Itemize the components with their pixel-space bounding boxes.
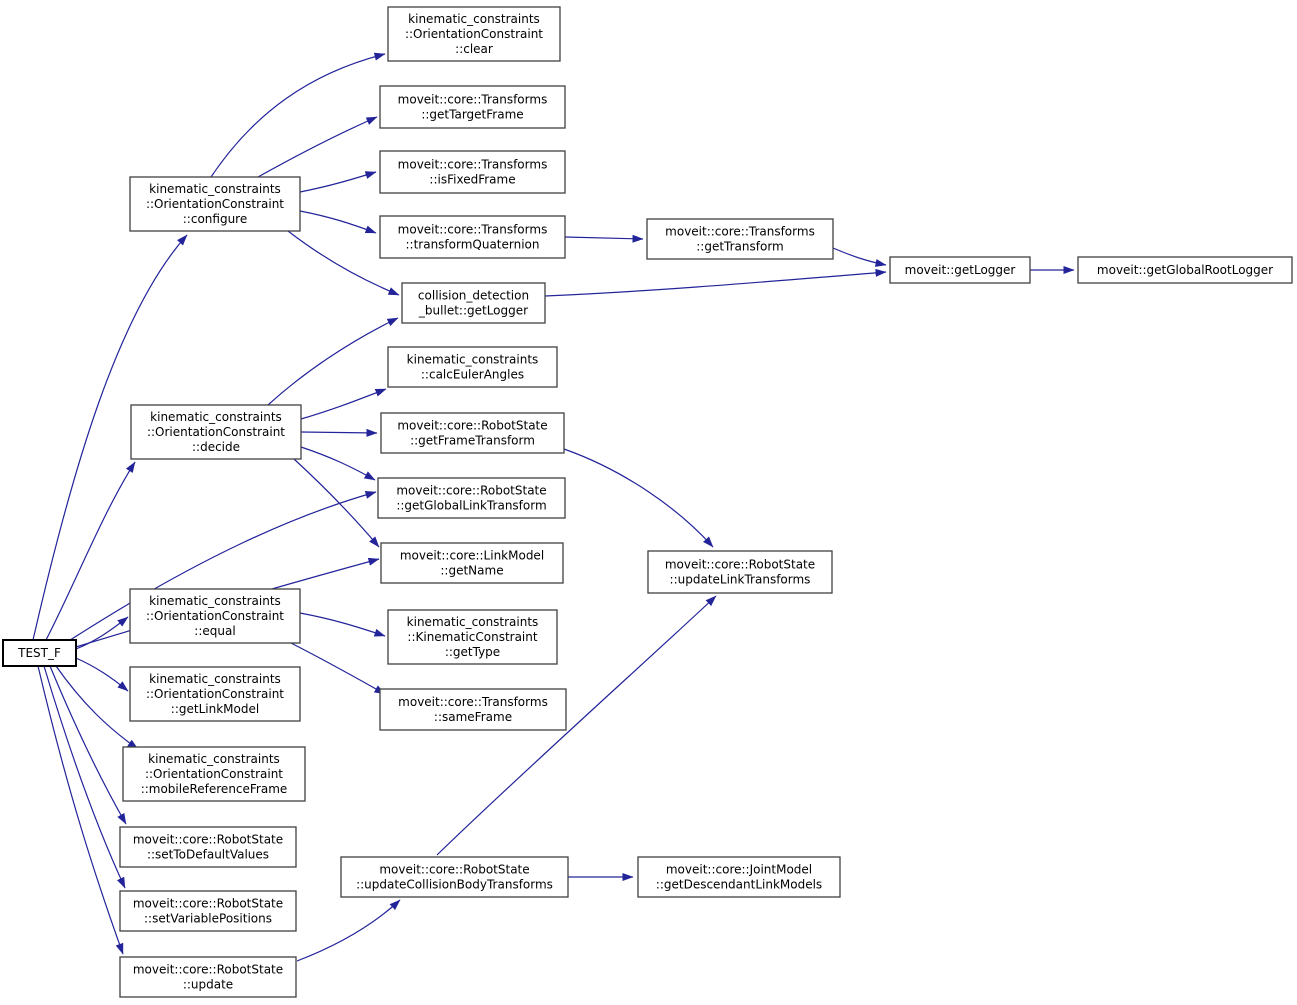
edge-transforms-gettransform-to-moveit-getlogger (833, 248, 886, 265)
node-moveit-getglobalrootlogger[interactable] (1078, 257, 1292, 283)
node-label-orientationconstraint-equal: kinematic_constraints ::OrientationConstraint ::equal (145, 594, 285, 638)
node-robotstate-update[interactable] (120, 957, 296, 997)
node-test-f (3, 640, 76, 666)
edge-orientationconstraint-decide-to-robotstate-getgloballinktransform (301, 447, 375, 480)
node-transforms-gettargetframe[interactable] (380, 86, 565, 128)
node-label-robotstate-setvariablepositions: moveit::core::RobotState ::setVariablePositions (132, 896, 284, 926)
node-label-jointmodel-getdescendantlinkmodels: moveit::core::JointModel ::getDescendantLinkModels (655, 862, 823, 892)
node-label-robotstate-updatecollisionbodytransforms: moveit::core::RobotState ::updateCollisionBodyTransforms (356, 862, 553, 892)
node-label-robotstate-updatelinktransforms: moveit::core::RobotState ::updateLinkTransforms (664, 557, 816, 587)
edge-test-f-to-robotstate-setvariablepositions (44, 666, 125, 888)
node-transforms-sameframe[interactable] (380, 689, 566, 730)
node-kinematicconstraint-gettype[interactable] (388, 610, 557, 664)
node-label-transforms-gettransform: moveit::core::Transforms ::getTransform (665, 224, 815, 254)
edge-test-f-to-orientationconstraint-decide (46, 462, 135, 640)
node-label-transforms-transformquaternion: moveit::core::Transforms ::transformQuaternion (397, 222, 548, 252)
node-jointmodel-getdescendantlinkmodels[interactable] (638, 857, 840, 897)
node-label-robotstate-getframetransform: moveit::core::RobotState ::getFrameTransform (397, 418, 548, 448)
node-robotstate-updatecollisionbodytransforms[interactable] (341, 857, 568, 897)
edge-orientationconstraint-decide-to-linkmodel-getname (294, 459, 379, 547)
edge-test-f-to-orientationconstraint-getlinkmodel (76, 658, 128, 691)
edge-collision-detection-bullet-getlogger-to-moveit-getlogger (545, 272, 886, 296)
node-label-calceulerangles: kinematic_constraints ::calcEulerAngles (406, 352, 539, 382)
node-label-orientationconstraint-mobilereferenceframe: kinematic_constraints ::OrientationConstraint ::mobileReferenceFrame (140, 752, 288, 796)
edge-orientationconstraint-configure-to-transforms-isfixedframe (300, 172, 376, 192)
edge-orientationconstraint-decide-to-robotstate-getframetransform (301, 432, 377, 433)
edge-orientationconstraint-configure-to-transforms-gettargetframe (258, 117, 377, 177)
node-label-transforms-isfixedframe: moveit::core::Transforms ::isFixedFrame (397, 157, 548, 187)
edge-robotstate-getframetransform-to-robotstate-updatelinktransforms (564, 449, 713, 547)
node-orientationconstraint-configure[interactable] (130, 177, 300, 231)
node-label-robotstate-settodefaultvalues: moveit::core::RobotState ::setToDefaultValues (132, 832, 284, 862)
node-label-orientationconstraint-decide: kinematic_constraints ::OrientationConstraint ::decide (146, 410, 286, 454)
edge-test-f-to-robotstate-settodefaultvalues (50, 666, 126, 824)
node-label-transforms-gettargetframe: moveit::core::Transforms ::getTargetFrame (397, 92, 548, 122)
node-label-robotstate-update: moveit::core::RobotState ::update (132, 962, 284, 992)
node-transforms-transformquaternion[interactable] (380, 216, 565, 258)
nodes-layer (3, 7, 1292, 997)
edge-orientationconstraint-configure-to-orientationconstraint-clear (211, 54, 385, 177)
node-transforms-gettransform[interactable] (647, 219, 833, 259)
node-label-moveit-getlogger: moveit::getLogger (904, 263, 1016, 277)
node-label-linkmodel-getname: moveit::core::LinkModel ::getName (399, 548, 545, 578)
edge-transforms-transformquaternion-to-transforms-gettransform (565, 237, 643, 239)
node-orientationconstraint-getlinkmodel[interactable] (130, 667, 300, 721)
node-linkmodel-getname[interactable] (381, 543, 563, 583)
node-label-orientationconstraint-configure: kinematic_constraints ::OrientationConstraint ::configure (145, 182, 285, 226)
edge-test-f-to-robotstate-update (38, 666, 123, 954)
node-orientationconstraint-decide[interactable] (131, 405, 301, 459)
node-moveit-getlogger[interactable] (890, 257, 1030, 283)
edge-orientationconstraint-equal-to-kinematicconstraint-gettype (300, 613, 385, 636)
node-label-transforms-sameframe: moveit::core::Transforms ::sameFrame (398, 695, 548, 724)
node-robotstate-getgloballinktransform[interactable] (378, 478, 565, 518)
node-calceulerangles[interactable] (388, 347, 557, 387)
node-robotstate-updatelinktransforms[interactable] (648, 551, 832, 593)
node-label-orientationconstraint-clear: kinematic_constraints ::OrientationConstraint ::clear (404, 12, 544, 56)
node-orientationconstraint-equal[interactable] (130, 589, 300, 643)
node-label-kinematicconstraint-gettype: kinematic_constraints ::KinematicConstraint ::getType (406, 615, 539, 659)
node-transforms-isfixedframe[interactable] (380, 151, 565, 193)
edge-orientationconstraint-decide-to-calceulerangles (301, 389, 386, 419)
node-robotstate-setvariablepositions[interactable] (120, 891, 296, 931)
node-robotstate-settodefaultvalues[interactable] (120, 827, 296, 867)
node-label-collision-detection-bullet-getlogger: collision_detection _bullet::getLogger (417, 288, 530, 318)
edge-orientationconstraint-configure-to-transforms-transformquaternion (300, 211, 376, 233)
node-orientationconstraint-clear[interactable] (388, 7, 560, 61)
node-orientationconstraint-mobilereferenceframe[interactable] (123, 747, 305, 801)
node-robotstate-getframetransform[interactable] (381, 413, 564, 453)
node-label-test-f: TEST_F (18, 646, 61, 660)
node-label-moveit-getglobalrootlogger: moveit::getGlobalRootLogger (1096, 263, 1274, 277)
edge-orientationconstraint-equal-to-transforms-sameframe (291, 643, 385, 694)
edge-robotstate-update-to-robotstate-updatecollisionbodytransforms (297, 900, 400, 961)
node-collision-detection-bullet-getlogger[interactable] (402, 283, 545, 323)
node-label-orientationconstraint-getlinkmodel: kinematic_constraints ::OrientationConstraint ::getLinkModel (145, 672, 285, 716)
node-label-robotstate-getgloballinktransform: moveit::core::RobotState ::getGlobalLinkTransform (396, 483, 547, 513)
